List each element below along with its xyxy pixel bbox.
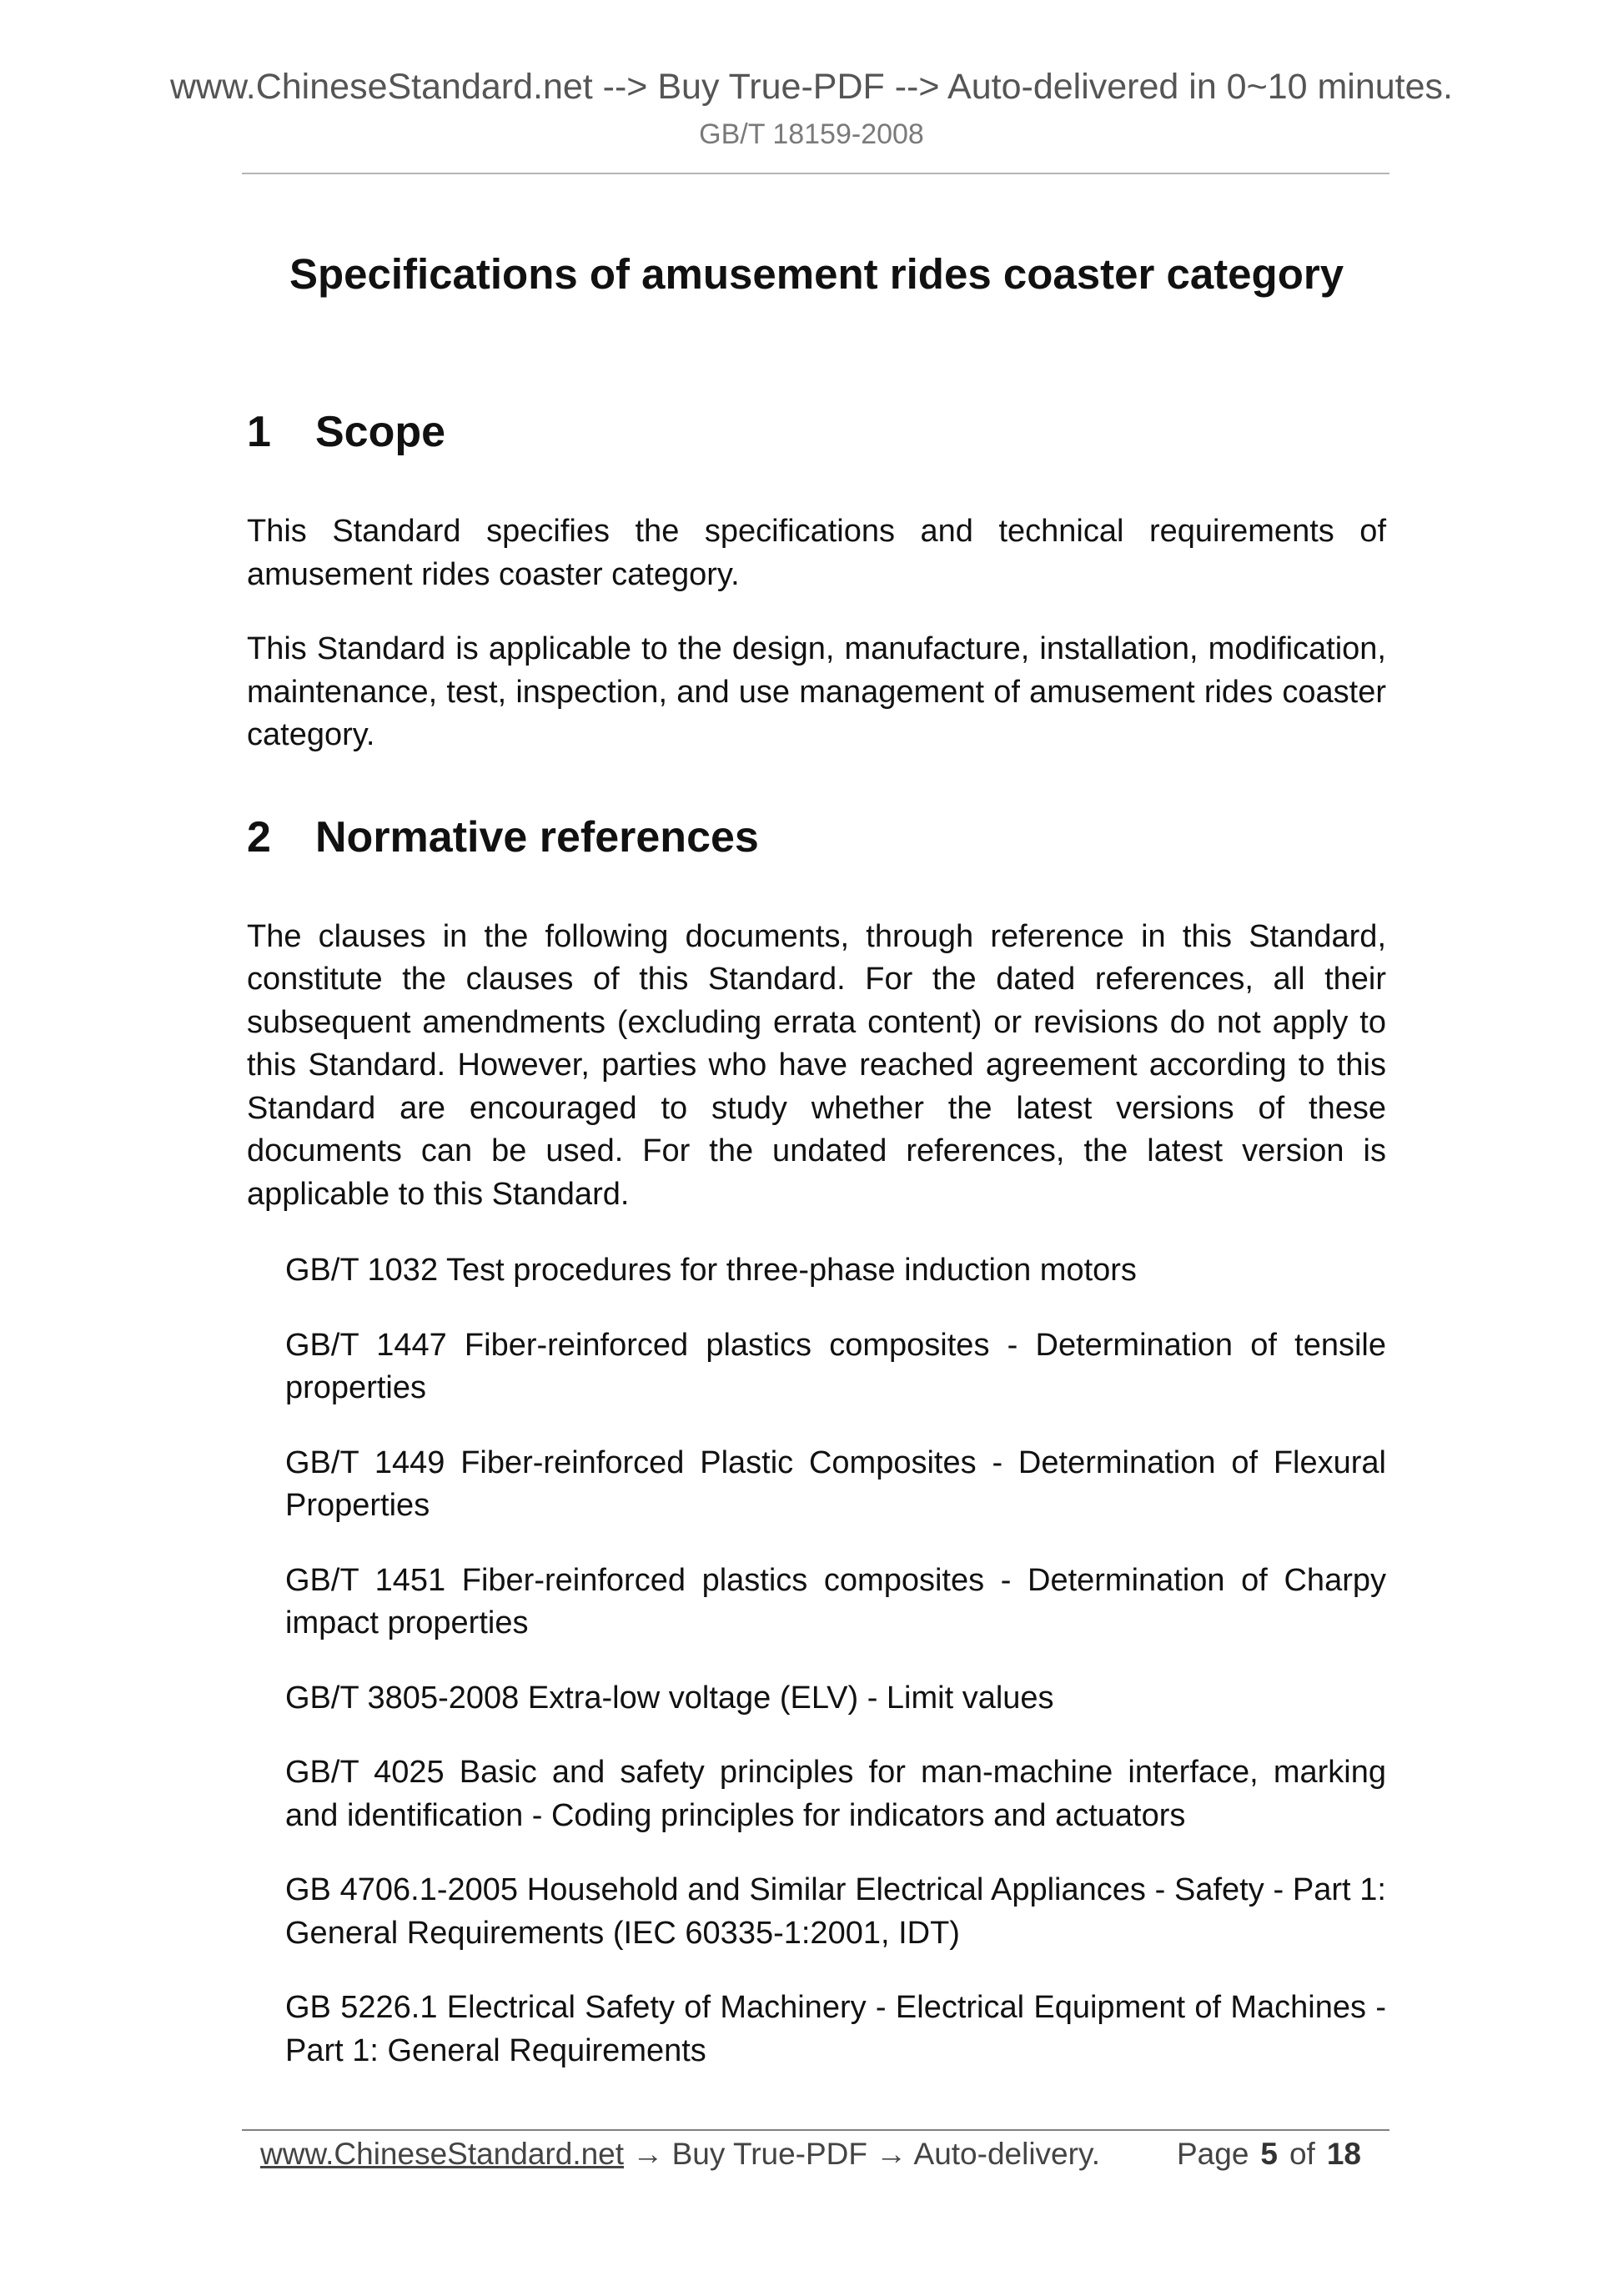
reference-item: GB 5226.1 Electrical Safety of Machinery - Electrical Equipment of Machines - Part 1: General Requirements [285, 1990, 1386, 2068]
reference-item: GB 4706.1-2005 Household and Similar Electrical Appliances - Safety - Part 1: General Requirements (IEC 60335-1:2001, IDT) [285, 1872, 1386, 1951]
references-intro-paragraph: The clauses in the following documents, through reference in this Standard, constitute the clauses of this Standard. For the dated references, all their subsequent amendments (excluding errata content) or revisions do not apply to this Standard. However, parties who have reached agreement according to this Standard are encouraged to study whether the latest versions of these documents can be used. For the undated references, the latest version is applicable to this Standard. [247, 918, 1386, 1212]
scope-paragraph: This Standard specifies the specifications and technical requirements of amusement rides coaster category. [247, 514, 1386, 592]
document-title: Specifications of amusement rides coaster category [289, 250, 1344, 298]
reference-item: GB/T 3805-2008 Extra-low voltage (ELV) - Limit values [285, 1680, 1054, 1716]
page-word: Page [1176, 2137, 1249, 2171]
reference-item: GB/T 1032 Test procedures for three-phase induction motors [285, 1253, 1137, 1288]
footer [260, 2133, 1361, 2175]
of-word: of [1289, 2137, 1315, 2171]
footer-divider [242, 2129, 1389, 2131]
page-total: 18 [1326, 2137, 1361, 2171]
reference-item: GB/T 4025 Basic and safety principles for man-machine interface, marking and identification - Coding principles for indicators and actuators [285, 1755, 1386, 1833]
scope-paragraph: This Standard is applicable to the design, manufacture, installation, modification, maintenance, test, inspection, and use management of amusement rides coaster category. [247, 631, 1386, 752]
page-current: 5 [1260, 2137, 1278, 2171]
header-standard-code: GB/T 18159-2008 [699, 118, 924, 150]
footer-page-indicator [1177, 2133, 1361, 2175]
header-divider [242, 173, 1389, 174]
header-banner: www.ChineseStandard.net --> Buy True-PDF --> Auto-delivered in 0~10 minutes. [169, 67, 1453, 107]
reference-item: GB/T 1449 Fiber-reinforced Plastic Composites - Determination of Flexural Properties [285, 1444, 1386, 1523]
footer-tagline: → Buy True-PDF → Auto-delivery. [632, 2137, 1100, 2171]
section-heading-normative-references [247, 807, 1386, 867]
section-heading-scope [247, 402, 1386, 462]
footer-site-link[interactable]: www.ChineseStandard.net [260, 2137, 625, 2171]
reference-item: GB/T 1447 Fiber-reinforced plastics composites - Determination of tensile properties [285, 1327, 1386, 1405]
section-number: 2 [247, 812, 271, 862]
reference-item: GB/T 1451 Fiber-reinforced plastics composites - Determination of Charpy impact properties [285, 1562, 1386, 1640]
reference-list [247, 1249, 1386, 2072]
section-number: 1 [247, 408, 271, 456]
footer-left [260, 2133, 1100, 2175]
main-content [247, 234, 1386, 2072]
section-title: Normative references [315, 812, 759, 862]
section-title: Scope [315, 408, 446, 456]
